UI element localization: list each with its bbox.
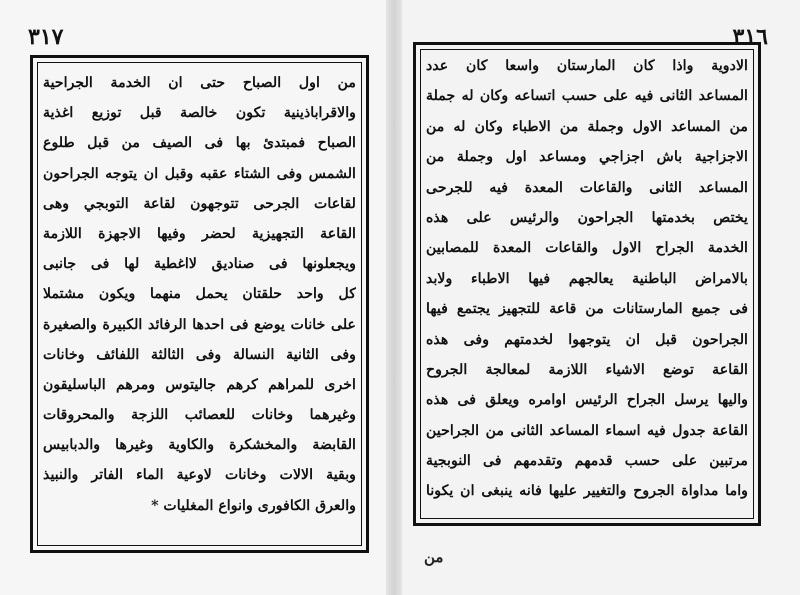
text-line: القاعة توضع الاشياء اللازمة لمعالجة الجروح — [426, 361, 748, 378]
text-line: القاعة جدول فيه اسماء المساعد الثانى من الجراحين — [426, 422, 748, 439]
text-line: مرتبين على حسب قدمهم وتقدمهم فى النوبجية — [426, 453, 748, 470]
text-line: الاجزاجية باش اجزاجي ومساعد اول وجملة من — [426, 149, 748, 166]
catchword: من — [424, 548, 444, 566]
text-line: كل واحد حلقتان يحمل منهما ويكون مشتملا — [43, 286, 356, 303]
text-line: المساعد الثانى فيه على حسب اتساعه وكان له جملة — [426, 88, 748, 105]
text-line: الادوية واذا كان المارستان واسعا كان عدد — [426, 58, 748, 74]
page-text — [43, 68, 356, 521]
text-line: والعرق الكافورى وانواع المغليات * — [151, 497, 356, 514]
text-line: وغيرهما وخانات للعصائب اللزجة والمحروقات — [43, 407, 356, 424]
text-line: وفى الثانية النسالة وفى الثالثة اللفائف وخانات — [43, 346, 356, 363]
text-line: فى جميع المارستانات من قاعة للتجهيز يجتمع فيها — [426, 301, 748, 318]
text-line: اخرى للمراهم كرهم جاليتوس ومرهم الباسليقون — [43, 376, 356, 393]
text-line: بالامراض الباطنية يعالجهم فيها الاطباء ولابد — [426, 270, 748, 287]
text-line: الجراحون قبل ان يتوجهوا لخدمتهم وفى هذه — [426, 331, 748, 348]
text-line: الشمس وفى الشتاء عقبه وقبل ان يتوجه الجراحون — [43, 165, 356, 182]
page-number: ٣١٧ — [28, 24, 64, 50]
text-line: واما مداواة الجروح والتغيير عليها فانه ينبغى ان يكونا — [426, 483, 748, 500]
text-line: لقاعات الجرحى تتوجهون لقاعة التوبجي وهى — [43, 195, 356, 212]
left-page — [0, 0, 394, 595]
text-frame — [30, 55, 369, 553]
text-line: القابضة والمخشكرة والكاوية وغيرها والدبابيس — [43, 437, 356, 454]
text-line: القاعة التجهيزية لحضر وفيها الاجهزة اللازمة — [43, 225, 356, 242]
text-line: وبقية الالات وخانات لاوعية الماء الفاتر والنبيذ — [43, 467, 356, 484]
text-line: الصباح فمبتدئ بها فى الصيف من قبل طلوع — [43, 135, 356, 152]
text-line: واليها يرسل الجراح الرئيس اوامره ويعلق فى هذه — [426, 392, 748, 409]
text-line: على خانات يوضع فى احدها الرفائد الكبيرة والصغيرة — [43, 316, 356, 333]
text-line: ويجعلونها فى صناديق لااغطية لها فى جانبى — [43, 256, 356, 273]
text-line: المساعد الثانى والقاعات المعدة فيه للجرحى — [426, 179, 748, 196]
page-number: ٣١٦ — [732, 24, 768, 50]
text-line: من المساعد الاول وجملة من الاطباء وكان له من — [426, 118, 748, 135]
text-line: الخدمة الجراح الاول والقاعات المعدة للمصابين — [426, 240, 748, 257]
text-line: يختص بخدمتها الجراحون والرئيس على هذه — [426, 209, 748, 226]
book-gutter — [386, 0, 402, 595]
text-line: من اول الصباح حتى ان الخدمة الجراحية — [43, 75, 356, 91]
page-text — [426, 51, 748, 507]
text-line: والاقراباذينية تكون خالصة قبل توزيع اغذية — [43, 105, 356, 122]
right-page — [394, 0, 800, 595]
text-frame — [413, 42, 761, 526]
